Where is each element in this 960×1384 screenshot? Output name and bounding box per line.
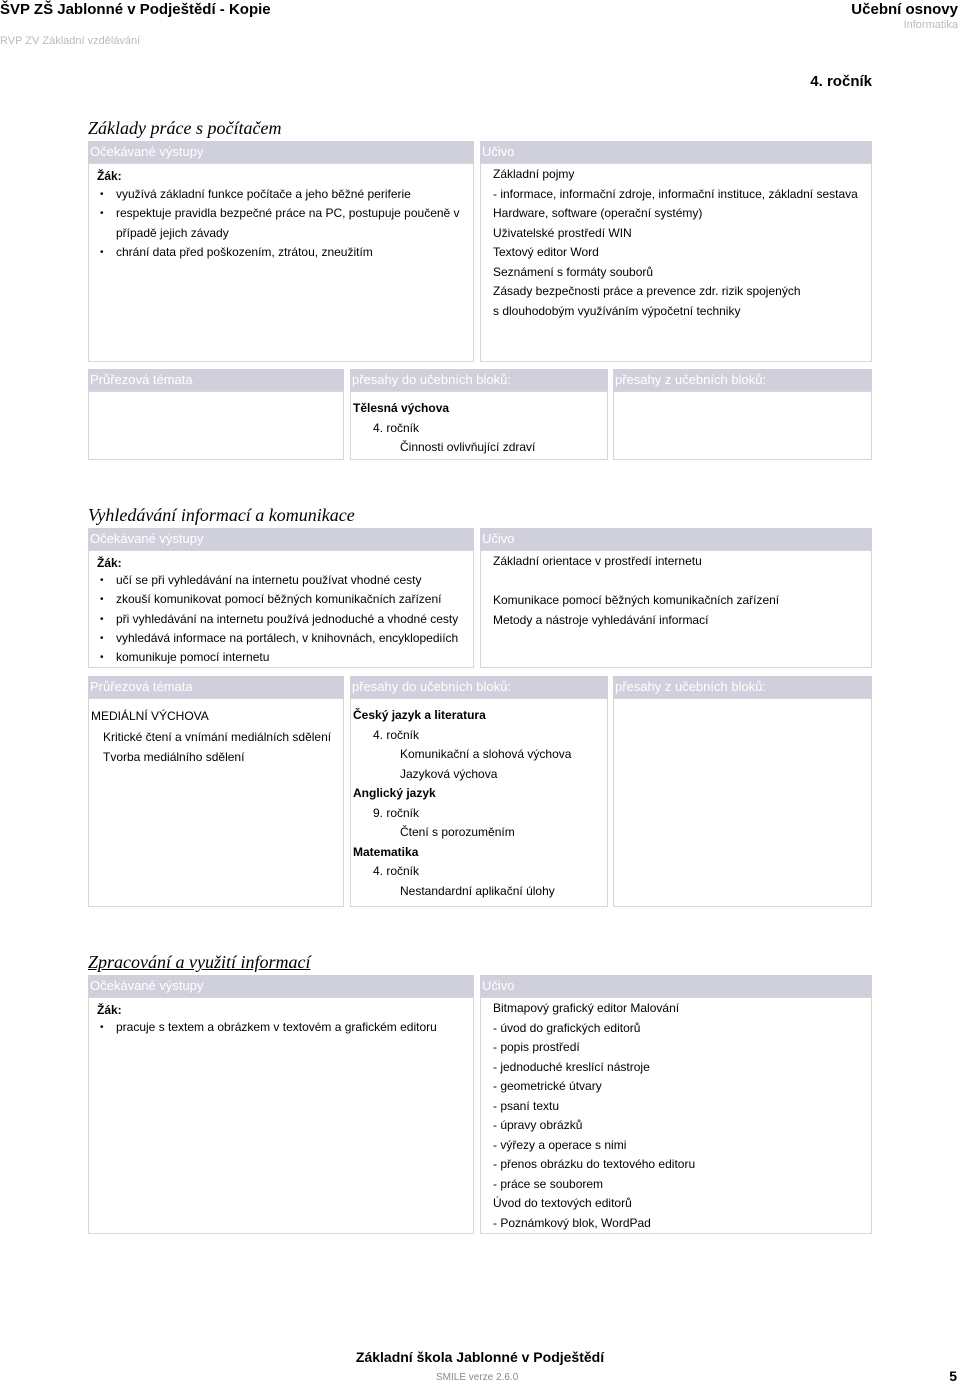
to-blocks-box (350, 698, 608, 907)
grade-label: 4. ročník (810, 73, 872, 90)
list-item: • komunikuje pomocí internetu (97, 648, 467, 667)
to-blocks-header: přesahy do učebních bloků: (350, 369, 608, 391)
list-item: • vyhledává informace na portálech, v knihovnách, encyklopediích (97, 629, 467, 648)
list-item: s dlouhodobým využíváním výpočetní techniky (493, 303, 741, 318)
list-item: Metody a nástroje vyhledávání informací (493, 612, 709, 627)
content-list (493, 165, 858, 321)
pupil-label: Žák: (97, 556, 122, 570)
from-blocks-box (613, 698, 872, 907)
footer-version: SMILE verze 2.6.0 (436, 1372, 519, 1383)
content-list (493, 999, 695, 1233)
outputs-box (88, 163, 474, 362)
relation-grade: 4. ročník (373, 864, 420, 878)
list-item: - úvod do grafických editorů (493, 1020, 641, 1035)
relation-grade: 4. ročník (373, 420, 420, 435)
list-item: • při vyhledávání na internetu používá jednoduché a vhodné cesty (97, 610, 467, 629)
list-item: Bitmapový grafický editor Malování (493, 1001, 680, 1015)
relation-topic: Jazyková výchova (400, 766, 498, 781)
section-title: Vyhledávání informací a komunikace (88, 505, 355, 525)
relation-group (353, 399, 535, 458)
cross-header: Průřezová témata (88, 676, 344, 698)
cross-topic-group (91, 706, 331, 768)
list-item: Komunikace pomocí běžných komunikačních zařízení (493, 593, 780, 607)
page-number: 5 (949, 1368, 957, 1384)
list-item: • zkouší komunikovat pomocí běžných komunikačních zařízení (97, 590, 467, 609)
cross-box (88, 698, 344, 907)
content-header: Učivo (480, 975, 872, 997)
from-blocks-box (613, 391, 872, 460)
content-box (480, 163, 872, 362)
list-item: Seznámení s formáty souborů (493, 264, 654, 279)
list-item: - přenos obrázku do textového editoru (493, 1157, 696, 1171)
list-item: • využívá základní funkce počítače a jeho běžné periferie (97, 185, 467, 204)
list-item (493, 572, 779, 592)
from-blocks-header: přesahy z učebních bloků: (613, 676, 872, 698)
outputs-header: Očekávané výstupy (88, 141, 474, 163)
content-box (480, 997, 872, 1234)
relation-topic: Činnosti ovlivňující zdraví (400, 440, 536, 454)
outputs-list (97, 571, 467, 667)
pupil-label: Žák: (97, 169, 122, 183)
relation-grade: 9. ročník (373, 805, 420, 820)
content-list (493, 552, 779, 630)
to-blocks-header: přesahy do učebních bloků: (350, 676, 608, 698)
subject-label: Informatika (903, 19, 958, 31)
list-item: Textový editor Word (493, 245, 599, 259)
relation-topic: Čtení s porozuměním (400, 825, 515, 839)
pupil-label: Žák: (97, 1003, 122, 1017)
section-title: Zpracování a využití informací (88, 952, 311, 972)
list-item: - úpravy obrázků (493, 1118, 583, 1132)
list-item: - informace, informační zdroje, informační instituce, základní sestava (493, 186, 858, 201)
relation-topic: Nestandardní aplikační úlohy (400, 883, 555, 898)
list-item: Základní orientace v prostředí internetu (493, 554, 702, 568)
outputs-list (97, 185, 467, 262)
list-item: • respektuje pravidla bezpečné práce na PC, postupuje poučeně v případě jejich závady (97, 204, 467, 243)
outputs-header: Očekávané výstupy (88, 975, 474, 997)
relation-subject: Tělesná výchova (353, 401, 450, 415)
outputs-box (88, 550, 474, 668)
list-item: - geometrické útvary (493, 1079, 602, 1093)
relation-subject: Český jazyk a literatura (353, 708, 486, 722)
content-header: Učivo (480, 141, 872, 163)
outputs-header: Očekávané výstupy (88, 528, 474, 550)
list-item: - psaní textu (493, 1098, 560, 1113)
list-item: Hardware, software (operační systémy) (493, 206, 703, 220)
list-item: • chrání data před poškozením, ztrátou, zneužitím (97, 243, 467, 262)
relation-group (353, 706, 571, 901)
relation-subject: Matematika (353, 844, 419, 859)
list-item: - výřezy a operace s nimi (493, 1137, 627, 1152)
rvp-label: RVP ZV Základní vzdělávání (0, 35, 141, 47)
list-item: - jednoduché kreslící nástroje (493, 1059, 650, 1074)
cross-topic: Kritické čtení a vnímání mediálních sdělení (103, 729, 332, 744)
list-item: Úvod do textových editorů (493, 1196, 632, 1210)
list-item: • učí se při vyhledávání na internetu používat vhodné cesty (97, 571, 467, 590)
from-blocks-header: přesahy z učebních bloků: (613, 369, 872, 391)
cross-header: Průřezová témata (88, 369, 344, 391)
relation-grade: 4. ročník (373, 727, 420, 742)
content-header: Učivo (480, 528, 872, 550)
content-box (480, 550, 872, 668)
list-item: - Poznámkový blok, WordPad (493, 1215, 651, 1230)
relation-topic: Komunikační a slohová výchova (400, 747, 572, 761)
school-title: ŠVP ZŠ Jablonné v Podještědí - Kopie (0, 1, 271, 18)
list-item: - popis prostředí (493, 1040, 580, 1054)
section-title: Základy práce s počítačem (88, 118, 282, 138)
list-item: Základní pojmy (493, 167, 575, 181)
list-item: Zásady bezpečnosti práce a prevence zdr. rizik spojených (493, 284, 801, 298)
outputs-box (88, 997, 474, 1234)
doc-type: Učební osnovy (851, 1, 958, 18)
footer-school: Základní škola Jablonné v Podještědí (355, 1349, 605, 1365)
list-item: • pracuje s textem a obrázkem v textovém a grafickém editoru (97, 1018, 467, 1037)
cross-topic: Tvorba mediálního sdělení (103, 750, 245, 764)
cross-box (88, 391, 344, 460)
list-item: - práce se souborem (493, 1176, 604, 1191)
outputs-list (97, 1018, 467, 1037)
to-blocks-box (350, 391, 608, 460)
cross-heading: MEDIÁLNÍ VÝCHOVA (91, 709, 209, 723)
relation-subject: Anglický jazyk (353, 786, 436, 800)
list-item: Uživatelské prostředí WIN (493, 225, 632, 240)
